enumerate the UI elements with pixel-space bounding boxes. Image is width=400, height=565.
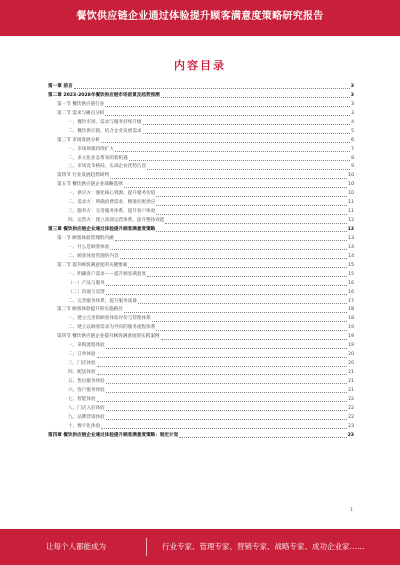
toc-entry-title: 第三章 餐饮供应链企业通过体验提升顾客满意度策略 — [48, 227, 156, 232]
toc-leader-dots — [120, 255, 348, 259]
toc-entry-title: 一、明确客户需求——提升顾客满意度 — [68, 271, 147, 277]
toc-leader-dots — [165, 220, 347, 224]
toc-leader-dots — [101, 425, 347, 429]
toc-entry[interactable] — [48, 306, 354, 315]
toc-entry-page: 10 — [348, 173, 354, 179]
toc-entry-title: 五、售后服务体验 — [68, 378, 105, 384]
toc-entry-title: 三、市场竞争格局，头部企业优势凸显 — [68, 164, 147, 170]
toc-leader-dots — [138, 300, 347, 304]
toc-entry[interactable] — [48, 217, 354, 226]
toc-leader-dots — [156, 193, 347, 197]
toc-entry[interactable] — [48, 110, 354, 119]
toc-leader-dots — [115, 148, 350, 152]
toc-leader-dots — [143, 130, 351, 134]
toc-entry-title: 第二章 2023-2028年餐饮供应链市场前景及趋势预测 — [48, 92, 160, 98]
toc-entry[interactable] — [48, 163, 354, 172]
toc-entry-page: 17 — [348, 298, 354, 304]
toc-entry-title: 第二节 提升顾客满意度的关键要素 — [57, 262, 128, 268]
toc-entry-title: 四、配送体验 — [68, 370, 96, 375]
footer-tagline: 行业专家、管理专家、营销专家、战略专家、成功企业家…… — [162, 542, 365, 551]
toc-leader-dots — [97, 398, 348, 402]
toc-entry-title: 第四节 餐饮供应链企业提升顾客满意度的实践案例 — [57, 334, 160, 340]
toc-entry[interactable] — [48, 235, 354, 244]
toc-leader-dots — [124, 309, 347, 313]
toc-entry-title: 一、餐饮市场，需求与服务持续升级 — [68, 119, 142, 125]
toc-entry-page: 22 — [348, 414, 354, 420]
toc-entry-page: 16 — [348, 280, 354, 286]
toc-entry-page: 10 — [348, 191, 354, 197]
toc-leader-dots — [106, 389, 347, 393]
toc-entry[interactable] — [48, 423, 354, 432]
toc-entry-title: 九、品牌营销体验 — [68, 414, 105, 420]
toc-leader-dots — [179, 434, 346, 438]
toc-entry[interactable] — [48, 387, 354, 396]
toc-leader-dots — [110, 175, 347, 179]
toc-leader-dots — [156, 327, 347, 331]
toc-leader-dots — [105, 112, 350, 116]
toc-entry-page: 9 — [351, 164, 354, 170]
page-number: 1 — [350, 508, 353, 513]
toc-entry-title: 第四章 餐饮供应链企业通过体验提升顾客满意度策略：制定计划 — [48, 432, 179, 438]
toc-entry[interactable] — [48, 262, 354, 271]
toc-entry-title: 三、服务方：完善服务体系，提升客户体验 — [68, 209, 156, 215]
toc-entry[interactable] — [48, 298, 354, 307]
toc-entry-title: 六、客户服务体验 — [68, 387, 105, 393]
toc-entry[interactable] — [48, 244, 354, 253]
toc-entry-page: 7 — [351, 146, 354, 152]
toc-leader-dots — [106, 282, 347, 286]
toc-entry-page: 14 — [348, 244, 354, 250]
toc-entry-page: 21 — [348, 387, 354, 393]
toc-entry[interactable] — [48, 315, 354, 324]
toc-entry-title: 第一节 顾客体验管理的内涵 — [57, 235, 114, 241]
toc-entry[interactable] — [48, 119, 354, 128]
toc-leader-dots — [115, 237, 348, 241]
toc-entry-title: 二、订单体验 — [68, 352, 96, 358]
toc-leader-dots — [161, 336, 348, 340]
toc-entry-title: 第一节 餐饮供应链行业 — [57, 101, 105, 107]
toc-entry-title: 一、建立完善的顾客体验评价与管理体系 — [68, 316, 151, 322]
header-bar — [0, 0, 400, 36]
footer-slogan: 让每个人都能成为 — [46, 542, 106, 551]
toc-leader-dots — [156, 202, 347, 206]
toc-entry-title: 十、数字化体验 — [68, 423, 101, 429]
toc-entry[interactable] — [48, 92, 354, 101]
toc-leader-dots — [97, 363, 348, 367]
toc-entry-page: 19 — [348, 334, 354, 340]
toc-entry-page: 3 — [351, 101, 354, 107]
toc-leader-dots — [147, 166, 350, 170]
toc-entry[interactable] — [48, 396, 354, 405]
toc-entry-title: 三、门店体验 — [68, 361, 96, 367]
footer-bar — [0, 529, 400, 565]
toc-entry-page: 16 — [348, 289, 354, 295]
toc-entry[interactable] — [48, 351, 354, 360]
toc-entry-title: 第四节 行业发展趋势研判 — [57, 173, 109, 179]
toc-leader-dots — [74, 85, 350, 89]
toc-leader-dots — [152, 318, 347, 322]
toc-entry-title: 第三节 市场发展分析 — [57, 137, 100, 143]
toc-entry-page: 5 — [351, 128, 354, 134]
toc-entry-page: 15 — [348, 271, 354, 277]
toc-leader-dots — [106, 291, 347, 295]
toc-entry-title: 第一章 前言 — [48, 84, 73, 89]
toc-entry-page: 22 — [348, 396, 354, 402]
toc-entry-page: 3 — [351, 110, 354, 116]
toc-leader-dots — [105, 103, 350, 107]
toc-leader-dots — [124, 184, 347, 188]
toc-entry-title: 二、顾客体验管理的内容 — [68, 253, 119, 259]
toc-entry-page: 8 — [351, 155, 354, 161]
toc-leader-dots — [106, 407, 347, 411]
footer-divider — [146, 538, 147, 556]
toc-entry-page: 4 — [351, 119, 354, 125]
toc-entry-page: 18 — [348, 316, 354, 322]
toc-leader-dots — [143, 121, 351, 125]
toc-entry[interactable] — [48, 333, 354, 342]
toc-entry[interactable] — [48, 226, 354, 235]
toc-entry[interactable] — [48, 342, 354, 351]
toc-entry-title: 一、采购流程体验 — [68, 343, 105, 349]
toc-entry-page: 11 — [348, 209, 354, 215]
toc-entry-title: 二、餐饮供应链，结合企业发展需求 — [68, 128, 142, 134]
toc-entry[interactable] — [48, 378, 354, 387]
toc-entry[interactable] — [48, 83, 354, 92]
toc-entry-title: 一、市场规模持续扩大 — [68, 146, 114, 152]
toc-entry-title: 二、建立以顾客需求为导向的服务流程体系 — [68, 325, 156, 331]
toc-entry-page: 19 — [348, 325, 354, 331]
toc-heading: 内容目录 — [174, 59, 226, 72]
report-title: 餐饮供应链企业通过体验提升顾客满意度策略研究报告 — [76, 11, 324, 22]
toc-entry-page: 20 — [348, 361, 354, 367]
toc-entry-page: 14 — [348, 253, 354, 259]
toc-entry[interactable] — [48, 253, 354, 262]
toc-entry-page: 19 — [348, 343, 354, 349]
toc-entry[interactable] — [48, 324, 354, 333]
toc-leader-dots — [129, 157, 350, 161]
toc-entry-title: 八、门店入驻体验 — [68, 405, 105, 411]
toc-entry[interactable] — [48, 271, 354, 280]
toc-entry[interactable] — [48, 208, 354, 217]
toc-entry-page: 23 — [347, 432, 354, 438]
toc-entry[interactable] — [48, 190, 354, 199]
toc-entry[interactable] — [48, 146, 354, 155]
toc-entry[interactable] — [48, 137, 354, 146]
toc-leader-dots — [128, 264, 347, 268]
toc-leader-dots — [147, 273, 347, 277]
toc-entry-page: 10 — [348, 182, 354, 188]
toc-leader-dots — [156, 211, 347, 215]
toc-entry[interactable] — [48, 199, 354, 208]
toc-entry[interactable] — [48, 360, 354, 369]
toc-leader-dots — [97, 371, 348, 375]
toc-leader-dots — [106, 380, 347, 384]
toc-entry-title: 一、什么是顾客体验 — [68, 244, 110, 250]
toc-entry-title: 一、供应方：强化核心资源，提升服务价值 — [68, 191, 156, 197]
toc-entry-page: 3 — [350, 84, 354, 89]
toc-entry[interactable] — [48, 289, 354, 298]
toc-entry-title: 四、运营方：建立高效运营体系，提升整体效能 — [68, 218, 165, 224]
toc-entry[interactable] — [48, 280, 354, 289]
toc-entry[interactable] — [48, 405, 354, 414]
toc-entry-page: 13 — [348, 235, 354, 241]
toc-entry-title: 七、智能体验 — [68, 396, 96, 402]
toc-entry-title: （二）沟通与反馈 — [68, 289, 105, 295]
toc-leader-dots — [161, 94, 350, 98]
toc-entry-page: 21 — [348, 370, 354, 375]
toc-leader-dots — [97, 354, 348, 358]
toc-entry[interactable] — [48, 414, 354, 423]
toc-leader-dots — [101, 139, 350, 143]
toc-leader-dots — [110, 246, 347, 250]
toc-entry-title: （一）产品与服务 — [68, 280, 105, 286]
toc-entry[interactable] — [48, 432, 354, 441]
toc-entry[interactable] — [48, 172, 354, 181]
toc-entry-page: 6 — [351, 137, 354, 143]
toc-entry-page: 21 — [348, 378, 354, 384]
toc-entry-page: 20 — [348, 352, 354, 358]
toc-leader-dots — [106, 416, 347, 420]
toc-entry-page: 12 — [348, 218, 354, 224]
toc-entry-title: 第三节 顾客体验提升的实施路径 — [57, 307, 123, 313]
toc-entry-title: 二、需求方：明确消费需求，精准匹配供应 — [68, 200, 156, 206]
toc-leader-dots — [156, 228, 346, 232]
toc-entry-page: 15 — [348, 262, 354, 268]
toc-entry-title: 二、完善服务体系，提升服务质量 — [68, 298, 137, 304]
toc-entry[interactable] — [48, 101, 354, 110]
toc-entry[interactable] — [48, 181, 354, 190]
toc-leader-dots — [106, 345, 347, 349]
toc-entry-title: 二、多元化业态带来的新机遇 — [68, 155, 128, 161]
toc-entry-page: 13 — [347, 227, 354, 232]
toc-entry-title: 第五节 餐饮供应链企业战略选择 — [57, 182, 123, 188]
toc-entry-page: 3 — [350, 92, 354, 98]
toc-entry-page: 11 — [348, 200, 354, 206]
toc-entry[interactable] — [48, 128, 354, 137]
toc-entry-page: 22 — [348, 405, 354, 411]
toc-entry-page: 23 — [348, 423, 354, 429]
toc-entry[interactable] — [48, 369, 354, 378]
toc-entry-title: 第二节 需求与痛点分析 — [57, 110, 105, 116]
toc-entry-page: 18 — [348, 307, 354, 313]
table-of-contents — [48, 83, 354, 441]
toc-entry[interactable] — [48, 155, 354, 164]
